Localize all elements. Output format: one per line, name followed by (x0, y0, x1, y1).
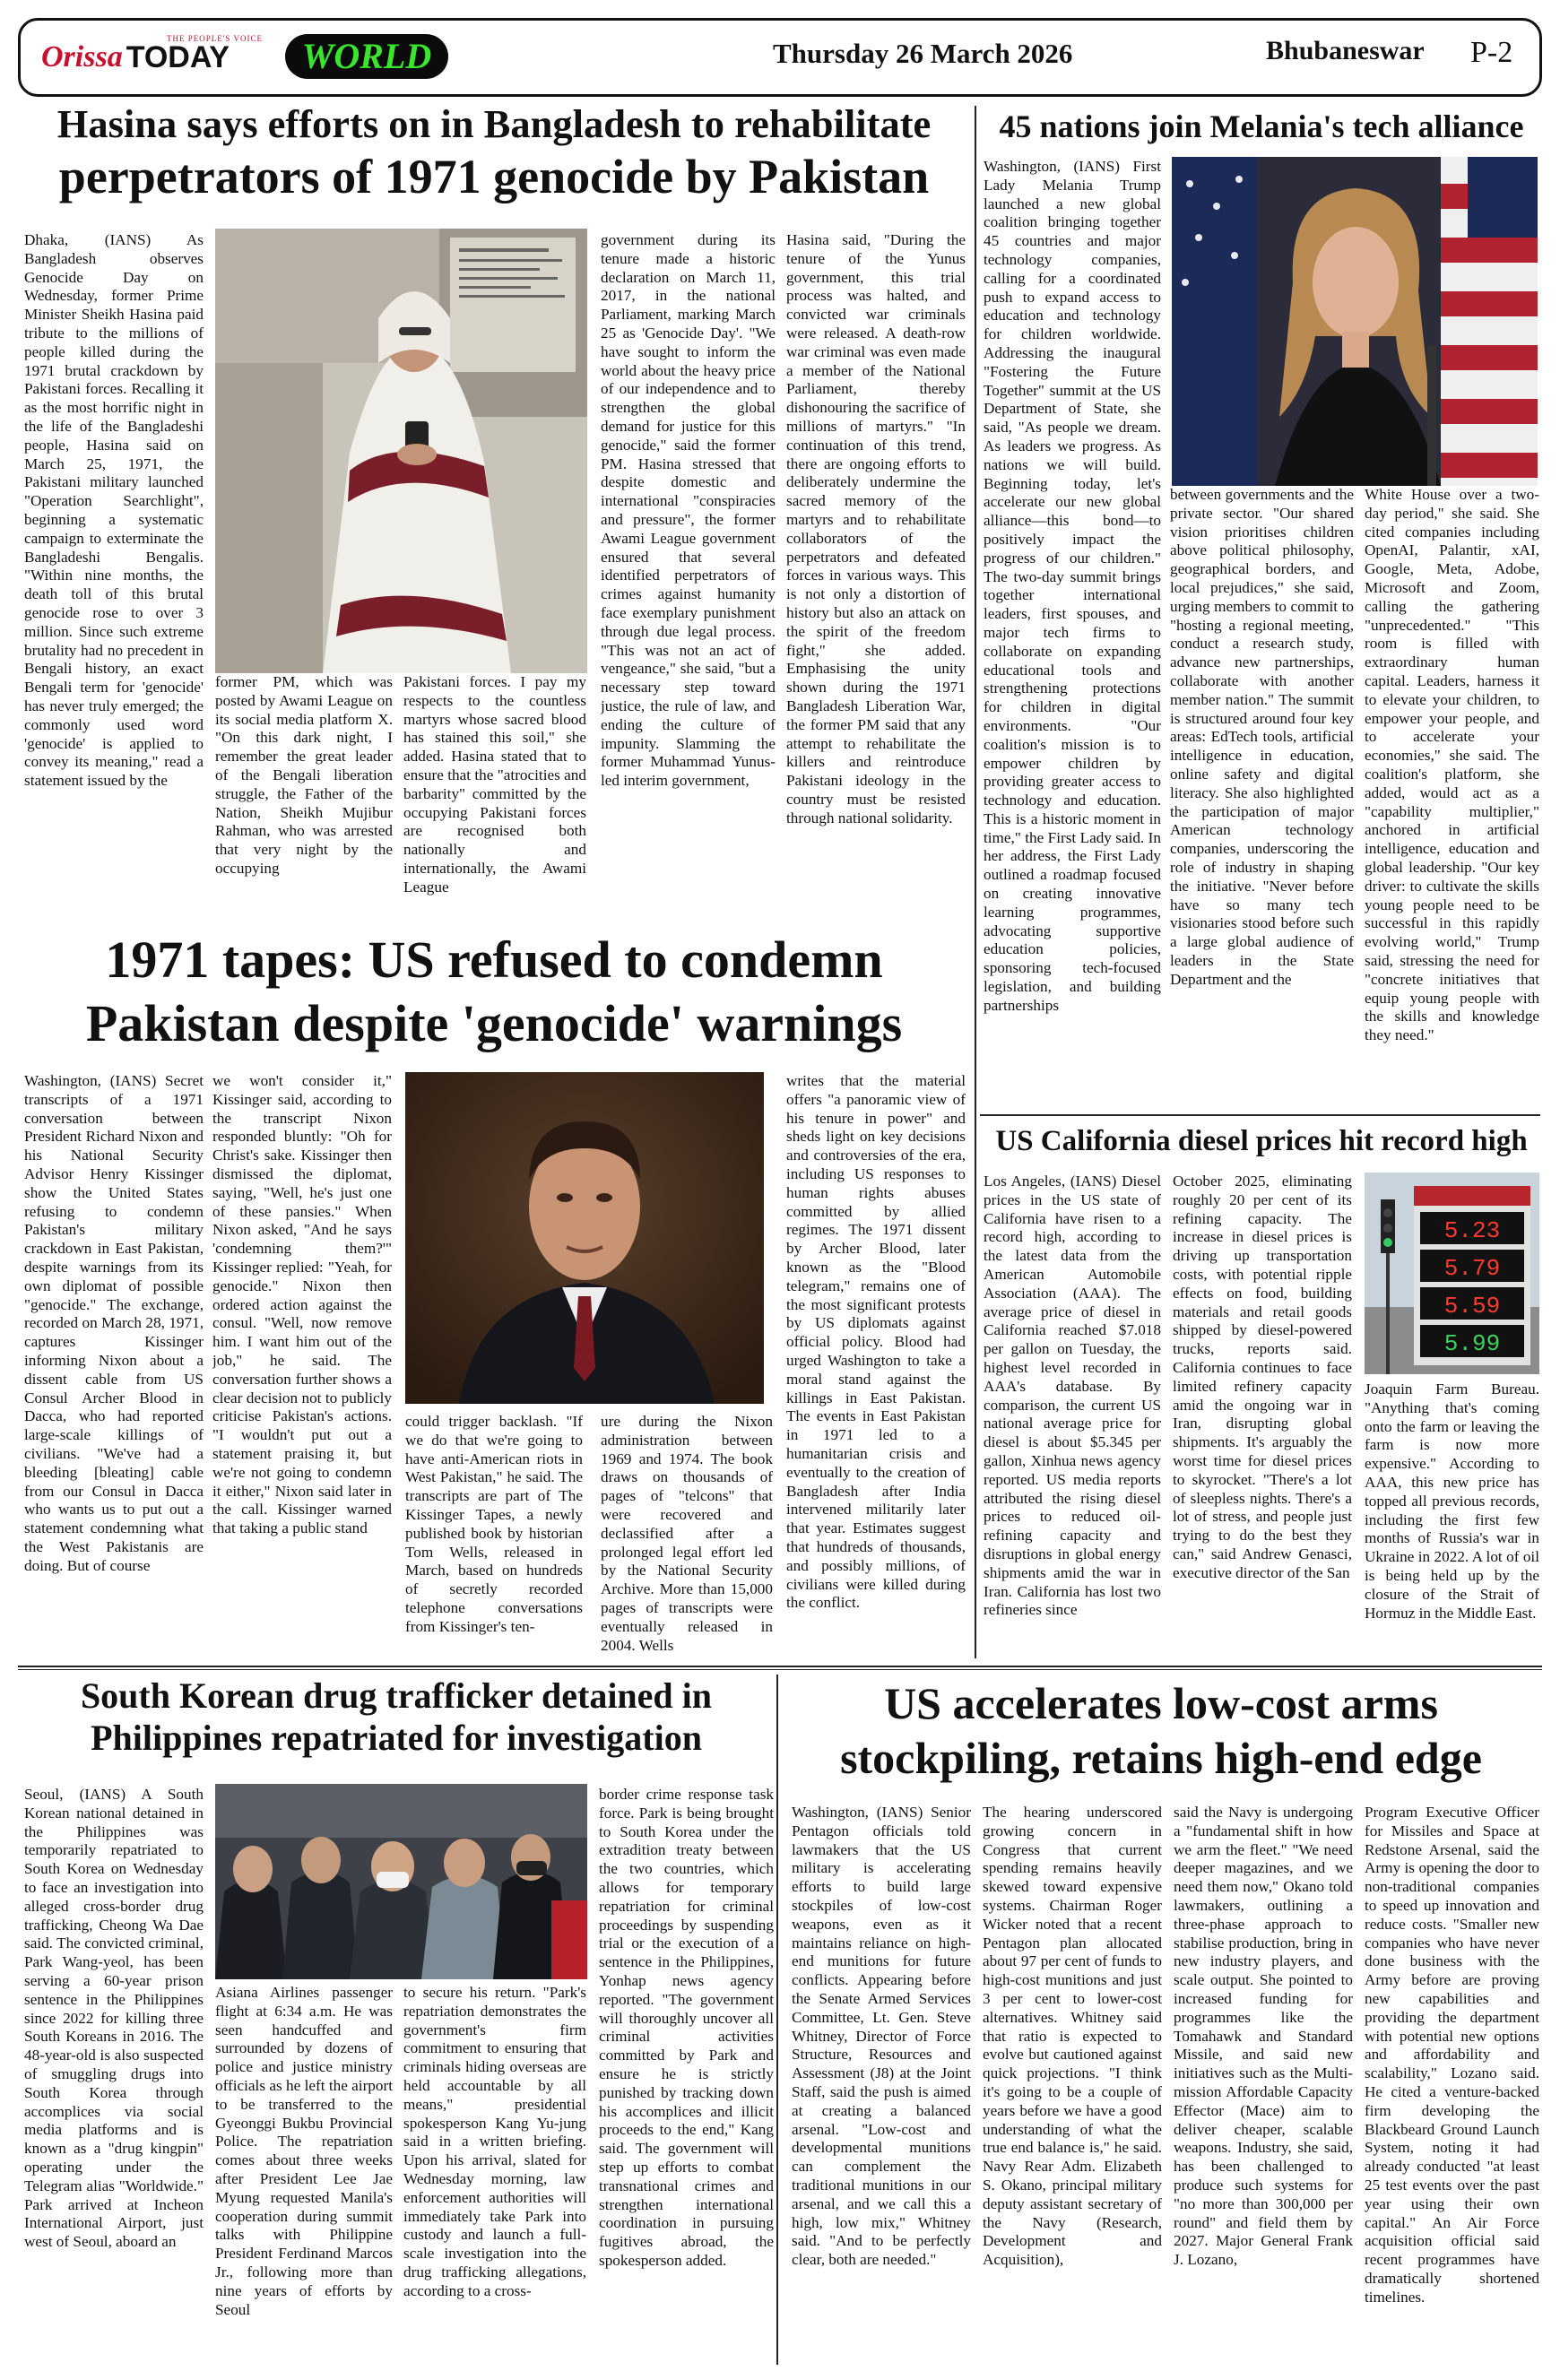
diesel-col-2: October 2025, eliminating roughly 20 per cent of its refining capacity. The increase in diesel prices is driving up transportation costs, with potential ripple effects on food, building materials and retail goods shipped by diesel-powered trucks, reports said. California continues to face limited refinery capacity amid the ongoing war in Iran, disrupting global shipments. It's arguably the worst time for diesel prices to skyrocket. "There's a lot of sleepless nights. There's a lot of stress, and people just trying to do the best they can," said Andrew Genasci, executive director of the San (1173, 1173, 1352, 1581)
headline-line: US accelerates low-cost arms (884, 1678, 1438, 1728)
hasina-col-2: former PM, which was posted by Awami League on its social media platform X. "On this dark night, I remember the great leader of the Bengali liberation struggle, the Father of the Nation, Sheikh Mujibur Rahman, who was arrested that very night by the occupying (215, 673, 393, 877)
hasina-col-1: Dhaka, (IANS) As Bangladesh observes Genocide Day on Wednesday, former Prime Minister Sheikh Hasina paid tribute to the millions of people killed during the 1971 brutal crackdown by Pakistani forces. Recalling it as the most horrific night in the life of the Bangladeshi people, Hasina said on March 25, 1971, the Pakistani military launched "Operation Searchlight", beginning a systematic campaign to exterminate the Bangladeshi Bengalis. "Within nine months, the death toll of this brutal genocide rose to over 3 million. Since such extreme brutality had no precedent in Bengali history, an exact Bengali term for 'genocide' has never truly emerged; the commonly used word 'genocide' is applied to convey its meaning," read a statement issued by the (24, 231, 204, 790)
melania-col-2: between governments and the private sector. "Our shared vision prioritises children above political philosophy, geographical borders, and local prejudices," she said, urging members to commit to "hosting a regional meeting, conduct a research study, advance new partnerships, collaborate with another member nation." The summit is structured around four key areas: EdTech tools, artificial intelligence in education, online safety and digital literacy. She also highlighted the participation of major American technology companies, underscoring the role of industry in shaping the initiative. "Never before have so many tech visionaries stood before such a large global audience of leaders in the State Department and the (1170, 486, 1354, 988)
sign-price-3: 5.59 (1443, 1293, 1501, 1320)
hasina-col-4: government during its tenure made a historic declaration on March 11, 2017, in the national Parliament, marking March 25 as 'Genocide Day'. "We have sought to inform the world about the heavy price of our independence and to strengthen the global demand for justice for this genocide," said the former PM. Hasina stressed that despite domestic and international "conspiracies and pressure", the former Awami League government ensured that several identified perpetrators of crimes against humanity face exemplary punishment through due legal process. "This was not an act of vengeance," she said, "but a necessary step toward justice, the rule of law, and ending the culture of impunity. Slamming the former Muhammad Yunus-led interim government, (601, 231, 776, 790)
section-divider (18, 1666, 1542, 1667)
melania-col-3: White House over a two-day period," she said. She cited companies including OpenAI, Palantir, xAI, Google, Meta, Adobe, Microsoft and Zoom, calling the gathering "unprecedented." "This room is filled with extraordinary human capital. Leaders, harness it to elevate your children, to empower your people, and to accelerate your economies," she said. The coalition's platform, she added, would act as a "capability multiplier," anchored in artificial intelligence, education and global leadership. "Our key driver: to cultivate the skills young people need to be successful in this rapidly evolving world," Trump said, stressing the need for "concrete initiatives that equip young people with the skills and knowledge they need." (1365, 486, 1539, 1044)
headline-line: Pakistan despite 'genocide' warnings (85, 993, 903, 1052)
tapes-col-1: Washington, (IANS) Secret transcripts of a 1971 conversation between President Richard Nixon and his National Security Advisor Henry Kissinger show the United States refusing to condemn Pakistan's military crackdown in East Pakistan, despite warnings from its own diplomat of possible "genocide." The exchange, recorded on March 28, 1971, captures Kissinger informing Nixon about a dissent cable from US Consul Archer Blood in Dacca, who had reported large-scale killings of civilians. "We've had a bleeding [bleating] cable from our Consul in Dacca who wants us to put out a statement condemning what the West Pakistanis are doing. But of course (24, 1072, 204, 1574)
sign-price-1: 5.23 (1443, 1217, 1501, 1244)
headline-line: 1971 tapes: US refused to condemn (105, 930, 883, 989)
korea-col-2: Asiana Airlines passenger flight at 6:34 a.m. He was seen handcuffed and surrounded by dozens of police and justice ministry officials as he left the airport to be transferred to the Gyeonggi Bukbu Provincial Police. The repatriation comes about three weeks after President Lee Jae Myung requested Manila's cooperation during summit talks with Philippine President Ferdinand Marcos Jr., following more than nine years of efforts by Seoul (215, 1984, 393, 2318)
korea-escort-photo (215, 1784, 587, 1979)
column-divider (975, 106, 976, 1658)
melania-headline: 45 nations join Melania's tech alliance (999, 108, 1524, 144)
page-number: P-2 (1470, 36, 1513, 69)
tapes-headline (20, 929, 968, 1056)
diesel-headline: US California diesel prices hit record high (995, 1125, 1528, 1157)
diesel-col-1: Los Angeles, (IANS) Diesel prices in the US state of California have risen to a record high, according to the latest data from the American Automobile Association (AAA). The average price of diesel in California reached $7.018 per gallon on Tuesday, the highest level recorded in AAA's database. By comparison, the current US national average price for diesel is about $5.345 per gallon, Xinhua news agency reported. US media reports attributed the rising diesel prices to reduced oil-refining capacity and disruptions in global energy shipments amid the war in Iran. California has lost two refineries since (984, 1173, 1161, 1619)
headline-line: perpetrators of 1971 genocide by Pakistan (58, 149, 930, 203)
section-label: WORLD (285, 34, 448, 79)
headline-line: South Korean drug trafficker detained in (80, 1675, 713, 1716)
hasina-photo (215, 229, 587, 673)
korea-headline (20, 1675, 773, 1759)
sign-price-4: 5.99 (1443, 1330, 1501, 1357)
arms-headline (782, 1676, 1540, 1786)
korea-col-3: to secure his return. "Park's repatriation demonstrates the government's firm commitment to ensuring that criminals hiding overseas are held accountable by all means," presidential spokesperson Kang Yu-jung said in a written briefing. Upon his arrival, slated for Wednesday morning, law enforcement authorities will immediately take Park into custody and launch a full-scale investigation into the drug trafficking allegations, according to a cross- (403, 1984, 586, 2299)
tapes-col-4: ure during the Nixon administration between 1969 and 1974. The book draws on thousands of pages of "telcons" that were recovered and declassified after a prolonged legal effort led by the National Security Archive. More than 15,000 pages of transcripts were eventually released in 2004. Wells (601, 1413, 773, 1654)
diesel-price-sign-photo (1365, 1173, 1539, 1374)
arms-col-4: Program Executive Officer for Missiles and Space at Redstone Arsenal, said the Army is opening the door to non-traditional companies to speed up innovation and reduce costs. "Smaller new companies who have never done business with the Army before are proving new capabilities and providing the department with potential new options and affordability and scalability," Lozano said. He cited a venture-backed firm developing the Blackbeard Ground Launch System, noting it had already conducted "at least 25 test events over the past year using their own capital." An Air Force acquisition official said recent programmes have dramatically shortened timelines. (1365, 1804, 1539, 2306)
headline-line: Hasina says efforts on in Bangladesh to rehabilitate (56, 101, 932, 146)
arms-col-3: said the Navy is undergoing a "fundamental shift in how we arm the fleet." "We need deeper magazines, and we need them now," Okano told lawmakers, outlining a three-phase approach to stabilise production, bring in new industry players, and scale output. She pointed to increased funding for programmes like the Tomahawk and Standard Missile, and said new initiatives such as the Multi-mission Affordable Capacity Effector (Mace) aim to deliver cheaper, scalable weapons. Industry, she said, has been challenged to produce such systems for "no more than 300,000 per round" and field them by 2027. Major General Frank J. Lozano, (1174, 1804, 1353, 2269)
column-divider (776, 1675, 778, 2365)
headline-line: stockpiling, retains high-end edge (840, 1733, 1482, 1783)
tapes-col-5: writes that the material offers "a panoramic view of his tenure in power" and sheds light on key decisions and controversies of the era, including US responses to human rights abuses committed by allied regimes. The 1971 dissent by Archer Blood, later known as the "Blood telegram," remains one of the most significant protests by US diplomats against official policy. Blood had urged Washington to take a moral stand against the killings in East Pakistan. The events in East Pakistan in 1971 led to a humanitarian crisis and eventually to the creation of Bangladesh after India intervened militarily later that year. Estimates suggest that hundreds of thousands, and possibly millions, of civilians were killed during the conflict. (786, 1072, 966, 1612)
issue-date: Thursday 26 March 2026 (773, 38, 1073, 69)
melania-photo (1172, 157, 1538, 486)
melania-col-1: Washington, (IANS) First Lady Melania Trump launched a new global coalition bringing together 45 countries and major technology companies, calling for a coordinated push to expand access to education and technology for children worldwide. Addressing the inaugural "Fostering the Future Together" summit at the US Department of State, she said, "As people we dream. As leaders we progress. As nations we will build. Beginning today, let's accelerate our new global alliance—this bond—to positively impact the progress of our children." The two-day summit brings together international leaders, first spouses, and major tech firms to collaborate on expanding educational tools and strengthening protections for children in digital environments. "Our coalition's mission is to empower children by providing greater access to technology and education. This is a historic moment in time," the First Lady said. In her address, the First Lady outlined a roadmap focused on creating innovative learning programmes, advocating supportive education policies, sponsoring tech-focused legislation, and building partnerships (984, 158, 1161, 1014)
hasina-col-3: Pakistani forces. I pay my respects to the countless martyrs whose sacred blood has stained this soil," she added. Hasina stated that to ensure that the "atrocities and barbarity" committed by the occupying Pakistani forces are recognised both nationally and internationally, the Awami League (403, 673, 586, 896)
nixon-portrait-photo (405, 1072, 764, 1404)
hasina-col-5: Hasina said, "During the tenure of the Yunus government, this trial process was halted, and convicted war criminals were released. A death-row war criminal was even made a member of the National Parliament, thereby dishonouring the sacrifice of millions of martyrs." "In continuation of this trend, there are ongoing efforts to deliberately undermine the sacred memory of the martyrs and to rehabilitate collaborators of the perpetrators and defeated forces in various ways. This is not only a distortion of history but also an attack on the spirit of the freedom fight," she added. Emphasising the unity shown during the 1971 Bangladesh Liberation War, the former PM said that any attempt to rehabilitate the killers and reintroduce Pakistani ideology in the country must be resisted through national solidarity. (786, 231, 966, 827)
tapes-col-3: could trigger backlash. "If we do that we're going to have anti-American riots in West Pakistan," he said. The transcripts are part of The Kissinger Tapes, a newly published book by historian Tom Wells, released in March, based on hundreds of secretly recorded telephone conversations from Kissinger's ten- (405, 1413, 583, 1635)
arms-col-1: Washington, (IANS) Senior Pentagon officials told lawmakers that the US military is accelerating efforts to build large stockpiles of low-cost weapons, even as it maintains reliance on high-end munitions for future conflicts. Appearing before the Senate Armed Services Committee, Lt. Gen. Steve Whitney, Director of Force Structure, Resources and Assessment (J8) at the Joint Staff, said the push is aimed at creating a balanced arsenal. "Low-cost and developmental munitions can complement the traditional munitions in our arsenal, and we call this a high, low mix," Whitney said. "And to be perfectly clear, both are needed." (792, 1804, 971, 2269)
tapes-col-2: we won't consider it," Kissinger said, according to the transcript Nixon responded bluntly: "Oh for Christ's sake. Kissinger then dismissed the diplomat, saying, "Well, he's just one of these pansies." When Nixon asked, "And he says 'condemning them?'" Kissinger replied: "Yeah, for genocide." Nixon then ordered action against the consul. "Well, now remove him. I want him out of the job," he said. The conversation further shows a clear decision not to publicly criticise Pakistan's actions. "I wouldn't put out a statement praising it, but we're not going to condemn it either," Nixon said later in the call. Kissinger warned that taking a public stand (212, 1072, 392, 1537)
logo-accent: TODAY (126, 39, 230, 74)
sign-price-2: 5.79 (1443, 1255, 1501, 1282)
korea-col-4: border crime response task force. Park is being brought to South Korea under the extradition treaty between the two countries, which allows for temporary repatriation for criminal proceedings by suspending trial or the execution of a sentence in the Philippines, Yonhap news agency reported. "The government will thoroughly uncover all criminal activities committed by Park and ensure he is strictly punished by tracking down his accomplices and illicit proceeds to the end," Kang said. The government will step up efforts to combat transnational crimes and strengthen international coordination in pursuing fugitives abroad, the spokesperson added. (599, 1786, 774, 2269)
diesel-col-3: Joaquin Farm Bureau. "Anything that's coming onto the farm or leaving the farm is now more expensive." According to AAA, this new price has topped all previous records, including the first few months of Russia's war in Ukraine in 2022. A lot of oil is being held up by the closure of the Strait of Hormuz in the Middle East. (1365, 1380, 1539, 1622)
arms-col-2: The hearing underscored growing concern in Congress that current spending remains heavily skewed toward expensive systems. Chairman Roger Wicker noted that a recent Pentagon plan allocated about 97 per cent of funds to high-cost munitions and just 3 per cent to lower-cost alternatives. Whitney said that ratio is expected to evolve but cautioned against quick projections. "I think it's going to be a couple of years before we have a good understanding of what the true end balance is," he said. Navy Rear Adm. Elizabeth S. Okano, principal military deputy assistant secretary of the Navy (Research, Development and Acquisition), (983, 1804, 1162, 2269)
hasina-headline (20, 100, 968, 205)
logo-tagline: THE PEOPLE'S VOICE (167, 34, 263, 43)
korea-col-1: Seoul, (IANS) A South Korean national detained in the Philippines was temporarily repatriated to South Korea on Wednesday to face an investigation into alleged cross-border drug trafficking, Cheong Wa Dae said. The convicted criminal, Park Wang-yeol, has been serving a 60-year prison sentence in the Philippines since 2022 for killing three South Koreans in 2016. The 48-year-old is also suspected of smuggling drugs into South Korea through accomplices via social media platforms and is known as a "drug kingpin" operating under the Telegram alias "Worldwide." Park arrived at Incheon International Airport, just west of Seoul, aboard an (24, 1786, 204, 2251)
section-divider (18, 1669, 1542, 1670)
headline-line: Philippines repatriated for investigation (91, 1718, 702, 1759)
edition-city: Bhubaneswar (1266, 36, 1425, 65)
logo-main: Orissa (41, 40, 123, 74)
